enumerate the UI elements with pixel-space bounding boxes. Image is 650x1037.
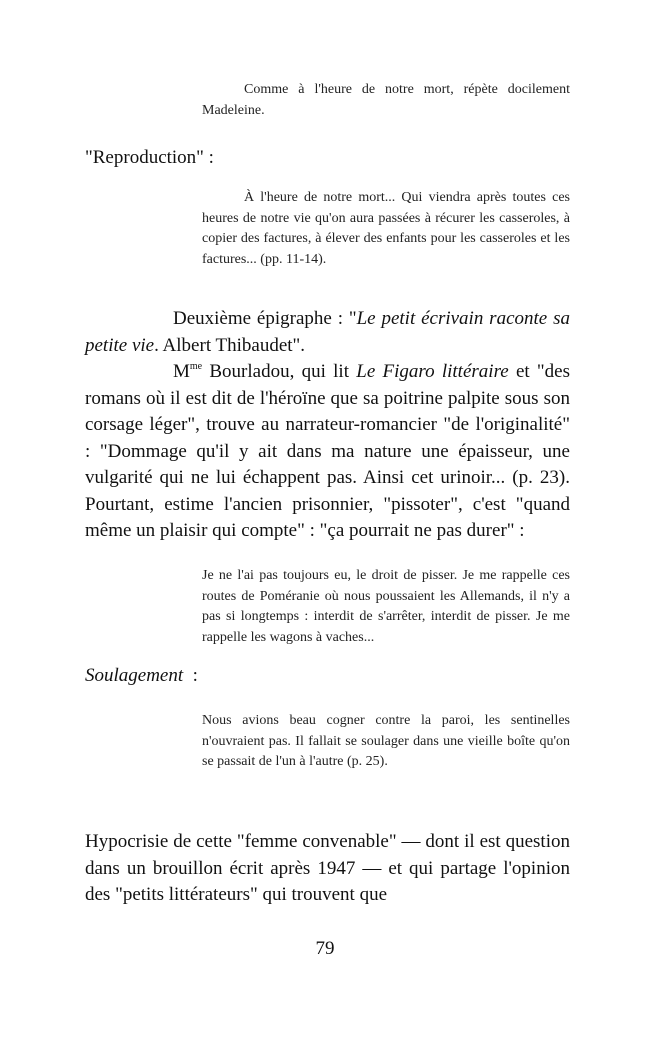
- soulagement-colon: :: [183, 665, 198, 686]
- block-quote-2: À l'heure de notre mort... Qui viendra après toutes ces heures de notre vie qu'on aura passées à récurer les casseroles, à copier des factures, à élever des enfants pour les casseroles et les factures... (pp. 11-14).: [202, 190, 570, 267]
- block-quote-3: Je ne l'ai pas toujours eu, le droit de pisser. Je me rappelle ces routes de Poméranie où nous poussaient les Allemands, il n'y a pas si longtemps : interdit de s'arrêter, interdit de pisser. Je me rappelle les wagons à vaches...: [202, 568, 570, 645]
- section-label-reproduction: "Reproduction" :: [85, 147, 214, 168]
- paragraph-bourladou: [85, 359, 570, 545]
- paragraph-epigraph: [85, 306, 570, 359]
- epigraph-intro: Deuxième épigraphe : ": [173, 308, 357, 329]
- paragraph-text-part1: Bourladou, qui lit: [202, 361, 357, 382]
- epigraph-title: Le petit écrivain raconte sa petite vie: [85, 308, 570, 356]
- soulagement-italic: Soulagement: [85, 665, 184, 686]
- block-quote-1: Comme à l'heure de notre mort, répète docilement Madeleine.: [202, 82, 570, 118]
- epigraph-author: . Albert Thibaudet".: [154, 334, 306, 356]
- page-number: 79: [315, 938, 335, 959]
- honorific-superscript: me: [189, 361, 203, 372]
- block-quote-4: Nous avions beau cogner contre la paroi, les sentinelles n'ouvraient pas. Il fallait se soulager dans une vieille boîte qu'on se passait de l'un à l'autre (p. 25).: [202, 713, 570, 769]
- section-label-soulagement: [85, 665, 198, 687]
- paragraph-text-part2: et "des romans où il est dit de l'héroïne que sa poitrine palpite sous son corsage léger", trouve au narrateur-romancier "de l'originalité" : "Dommage qu'il y ait dans ma nature une épaisseur, une vulgarité qui ne lui échappent pas. Ainsi cet urinoir... (p. 23). Pourtant, estime l'ancien prisonnier, "pissoter", c'est "quand même un plaisir qui compte" : "ça pourrait ne pas durer" :: [85, 361, 571, 541]
- figaro-title: Le Figaro littéraire: [356, 361, 509, 382]
- honorific: M: [173, 361, 190, 382]
- paragraph-hypocrisie: Hypocrisie de cette "femme convenable" — dont il est question dans un brouillon écrit après 1947 — et qui partage l'opinion des "petits littérateurs" qui trouvent que: [85, 831, 570, 905]
